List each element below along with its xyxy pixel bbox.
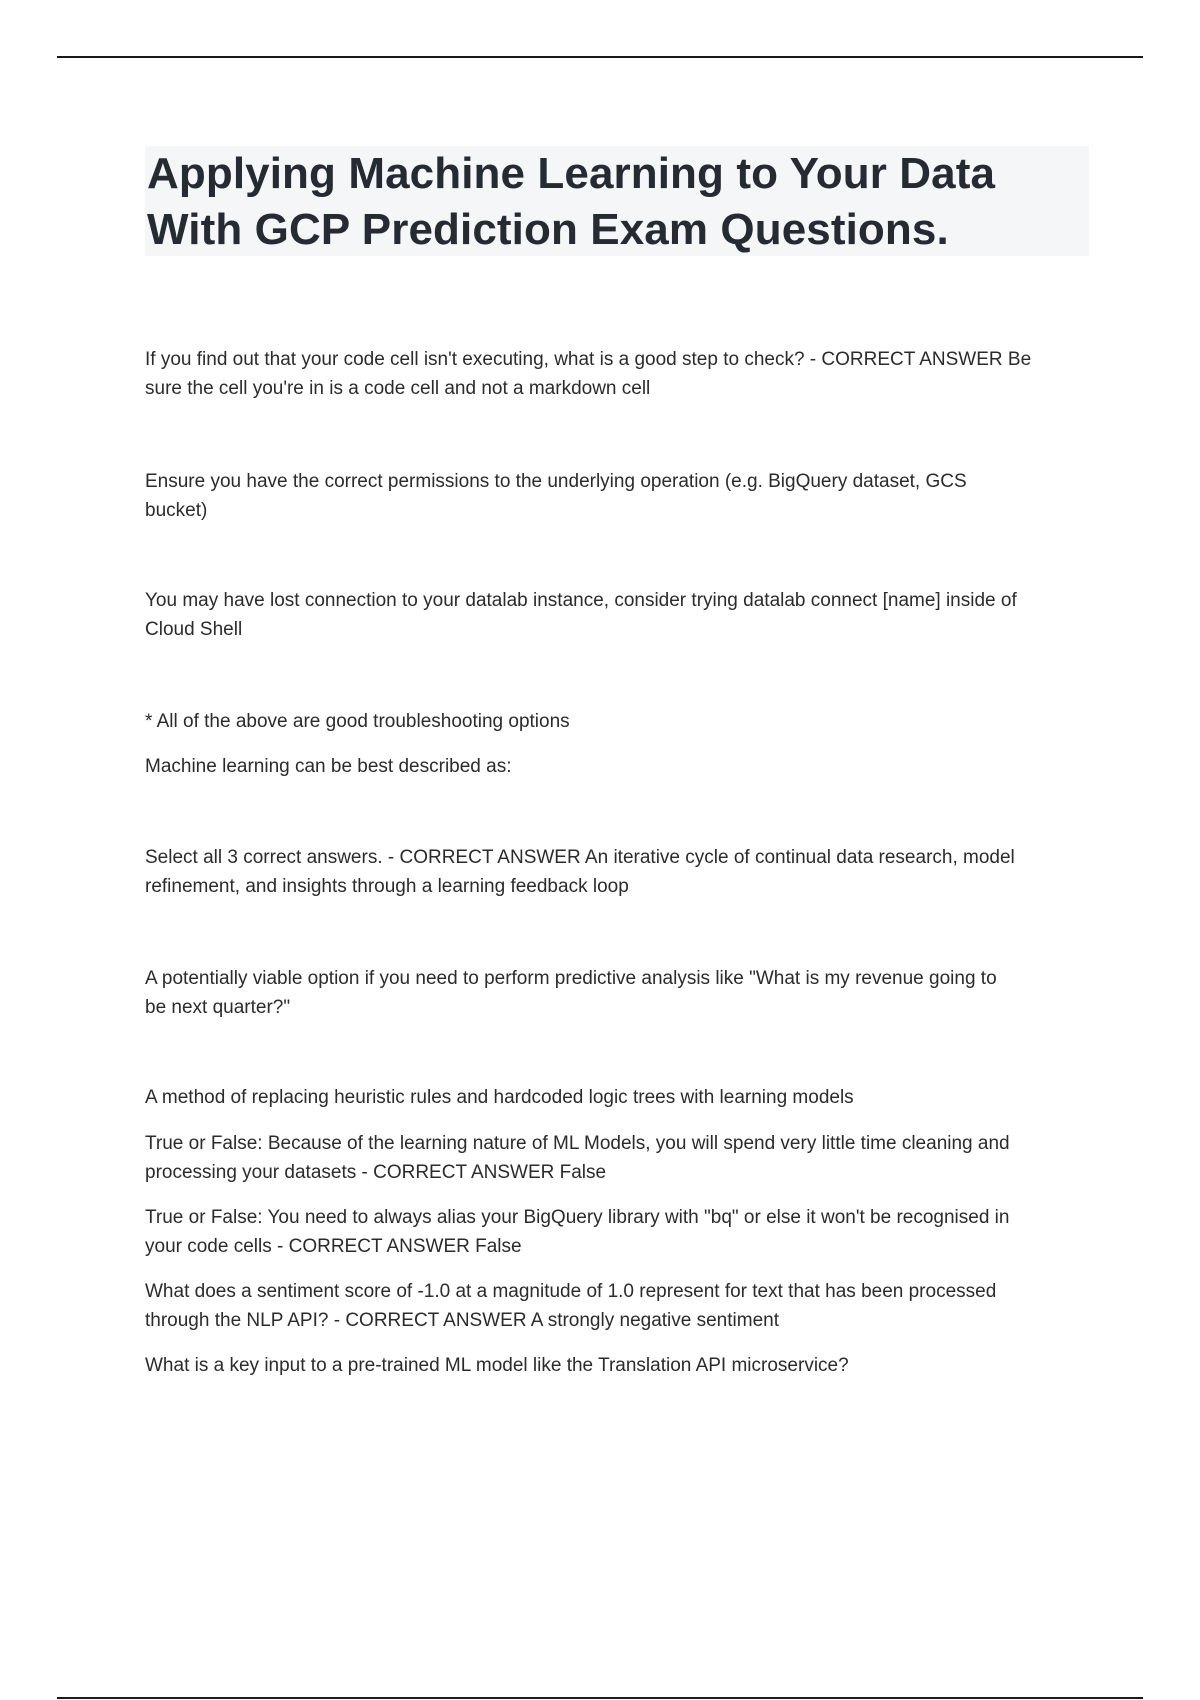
question-4 [145,1203,1095,1261]
question-6 [145,1351,1095,1380]
paragraph-line: be next quarter?" [145,997,291,1018]
paragraph-line: your code cells - CORRECT ANSWER False [145,1236,522,1257]
title-line-2: With GCP Prediction Exam Questions. [147,205,949,254]
title-line-1: Applying Machine Learning to Your Data [147,149,996,198]
paragraph-line: Ensure you have the correct permissions to the underlying operation (e.g. BigQuery dataset, GCS [145,471,967,492]
paragraph-line: What does a sentiment score of -1.0 at a magnitude of 1.0 represent for text that has been processed [145,1281,997,1302]
paragraph-line: processing your datasets - CORRECT ANSWER False [145,1162,607,1183]
paragraph-line: What is a key input to a pre-trained ML model like the Translation API microservice? [145,1355,849,1376]
paragraph-line: A potentially viable option if you need to perform predictive analysis like "What is my revenue going to [145,968,997,989]
answer-option [145,467,1095,525]
document-title [145,146,1089,258]
paragraph-line: refinement, and insights through a learning feedback loop [145,876,629,897]
paragraph-line: True or False: Because of the learning nature of ML Models, you will spend very little time cleaning and [145,1133,1010,1154]
question-2-answer [145,843,1095,901]
answer-option [145,707,1095,736]
paragraph-line: If you find out that your code cell isn't executing, what is a good step to check? - CORRECT ANSWER Be [145,349,1032,370]
question-2 [145,752,1095,781]
bottom-rule [57,1697,1143,1699]
paragraph-line: True or False: You need to always alias your BigQuery library with "bq" or else it won't be recognised in [145,1207,1010,1228]
answer-option [145,1083,1095,1112]
paragraph-line: Machine learning can be best described as: [145,756,512,777]
question-3 [145,1129,1095,1187]
paragraph-line: * All of the above are good troubleshooting options [145,711,570,732]
answer-option [145,586,1095,644]
paragraph-line: You may have lost connection to your datalab instance, consider trying datalab connect [name] inside of [145,590,1017,611]
question-5 [145,1277,1095,1335]
top-rule [57,56,1143,58]
paragraph-line: Select all 3 correct answers. - CORRECT ANSWER An iterative cycle of continual data research, model [145,847,1015,868]
answer-option [145,964,1095,1022]
paragraph-line: through the NLP API? - CORRECT ANSWER A strongly negative sentiment [145,1310,779,1331]
title-block [145,146,1089,256]
paragraph-line: sure the cell you're in is a code cell and not a markdown cell [145,378,651,399]
paragraph-line: Cloud Shell [145,619,243,640]
paragraph-line: bucket) [145,500,208,521]
question-1 [145,345,1095,403]
paragraph-line: A method of replacing heuristic rules and hardcoded logic trees with learning models [145,1087,854,1108]
